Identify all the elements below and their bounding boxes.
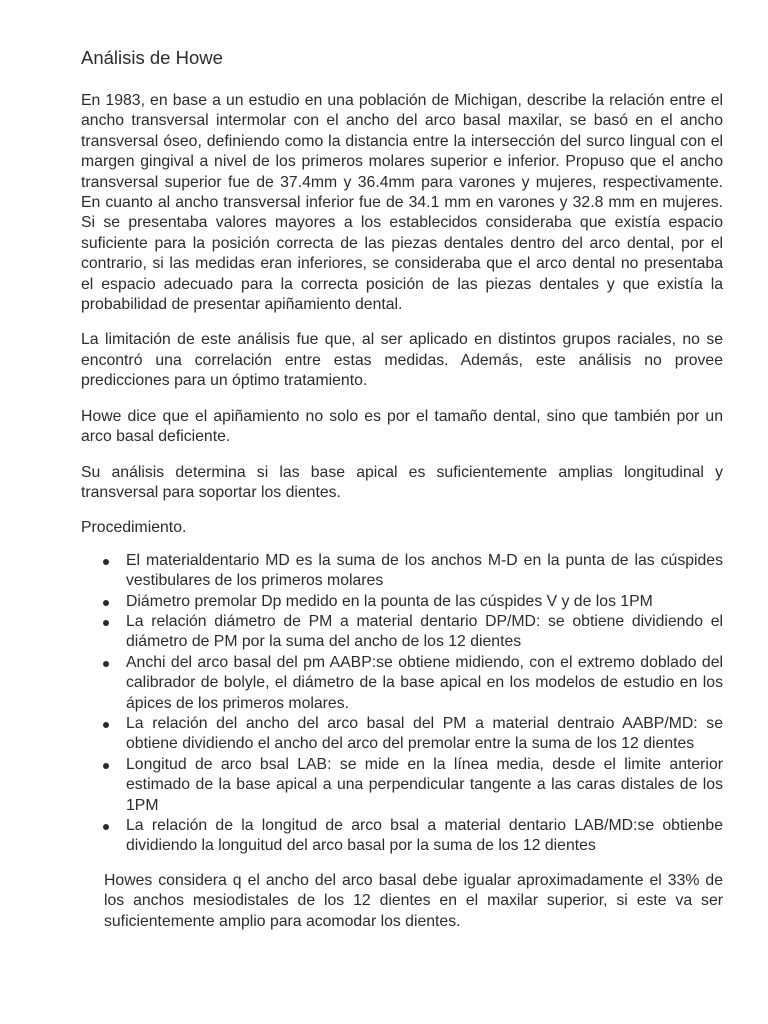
bullet-icon [103, 661, 109, 667]
list-item-text: La relación diámetro de PM a material dentario DP/MD: se obtiene dividiendo el diámetro de PM por la suma del ancho de los 12 dientes [126, 612, 723, 651]
paragraph-limitation: La limitación de este análisis fue que, al ser aplicado en distintos grupos raciales, no se encontró una correlación entre estas medidas. Además, este análisis no provee predicciones para un óptimo tratamiento. [81, 331, 723, 390]
bullet-icon [103, 600, 109, 606]
paragraph-intro: En 1983, en base a un estudio en una población de Michigan, describe la relación entre el ancho transversal intermolar con el ancho del arco basal maxilar, se basó en el ancho transversal óseo, definiendo como la distancia entre la intersección del surco lingual con el margen gingival a nivel de los primeros molares superior e inferior. Propuso que el ancho transversal superior fue de 37.4mm y 36.4mm para varones y mujeres, respectivamente. En cuanto al ancho transversal inferior fue de 34.1 mm en varones y 32.8 mm en mujeres. Si se presentaba valores mayores a los establecidos consideraba que existía espacio suficiente para la posición correcta de las piezas dentales dentro del arco dental, por el contrario, si las medidas eran inferiores, se consideraba que el arco dental no presentaba el espacio adecuado para la correcta posición de las piezas dentales y que existía la probabilidad de presentar apiñamiento dental. [81, 92, 723, 314]
procedure-list [81, 551, 723, 857]
list-item [81, 755, 723, 816]
document-page [81, 46, 723, 932]
list-item [81, 612, 723, 653]
paragraph-analysis-purpose: Su análisis determina si las base apical es suficientemente amplias longitudinal y transversal para soportar los dientes. [81, 463, 723, 501]
list-item [81, 653, 723, 714]
bullet-icon [103, 763, 109, 769]
document-title: Análisis de Howe [81, 47, 223, 68]
paragraph-howe-crowding: Howe dice que el apiñamiento no solo es por el tamaño dental, sino que también por un arco basal deficiente. [81, 407, 723, 446]
list-item [81, 714, 723, 755]
bullet-icon [103, 559, 109, 565]
list-item-text: La relación del ancho del arco basal del PM a material dentraio AABP/MD: se obtiene dividiendo el ancho del arco del premolar entre la suma de los 12 dientes [126, 714, 723, 753]
bullet-icon [103, 824, 109, 830]
list-item-text: La relación de la longitud de arco bsal a material dentario LAB/MD:se obtienbe dividiendo la longuitud del arco basal por la suma de los 12 dientes [126, 817, 723, 855]
procedure-heading: Procedimiento. [81, 519, 187, 537]
list-item [81, 551, 723, 592]
list-item-text: Anchi del arco basal del pm AABP:se obtiene midiendo, con el extremo doblado del calibrador de bolyle, el diámetro de la base apical en los modelos de estudio en los ápices de los primeros molares. [126, 653, 723, 712]
bullet-icon [103, 620, 109, 626]
list-item-text: Diámetro premolar Dp medido en la pounta de las cúspides V y de los 1PM [126, 592, 653, 610]
list-item [81, 816, 723, 857]
list-item [81, 592, 723, 612]
list-item-text: Longitud de arco bsal LAB: se mide en la línea media, desde el limite anterior estimado de la base apical a una perpendicular tangente a las caras distales de los 1PM [126, 755, 723, 814]
list-item-text: El materialdentario MD es la suma de los anchos M-D en la punta de las cúspides vestibulares de los primeros molares [126, 551, 723, 590]
paragraph-closing: Howes considera q el ancho del arco basal debe igualar aproximadamente el 33% de los anchos mesiodistales de los 12 dientes en el maxilar superior, si este va ser suficientemente amplio para acomodar los dientes. [104, 871, 723, 930]
bullet-icon [103, 722, 109, 728]
